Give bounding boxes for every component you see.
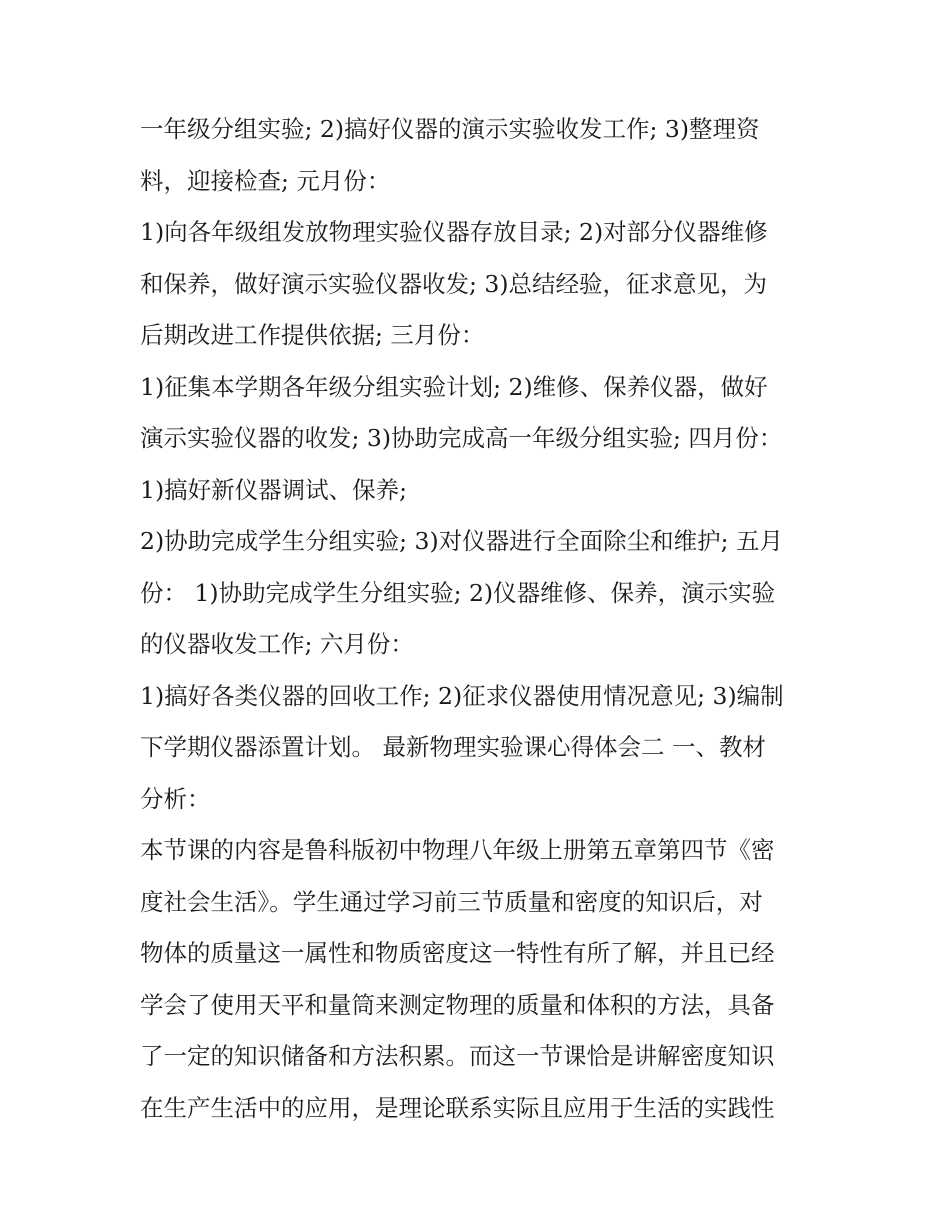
text-line: 度社会生活》。学生通过学习前三节质量和密度的知识后，对	[140, 887, 763, 916]
document-body	[140, 104, 820, 1134]
text-line: 份： 1)协助完成学生分组实验; 2)仪器维修、保养，演示实验	[140, 578, 776, 607]
text-line: 学会了使用天平和量筒来测定物理的质量和体积的方法，具备	[140, 990, 775, 1019]
text-line: 的仪器收发工作; 六月份：	[140, 630, 414, 658]
text-line: 1)搞好各类仪器的回收工作; 2)征求仪器使用情况意见; 3)编制	[140, 681, 784, 710]
text-line: 本节课的内容是鲁科版初中物理八年级上册第五章第四节《密	[140, 836, 775, 864]
text-line: 1)征集本学期各年级分组实验计划; 2)维修、保养仪器，做好	[140, 372, 768, 401]
text-line: 2)协助完成学生分组实验; 3)对仪器进行全面除尘和维护; 五月	[140, 527, 784, 555]
text-line: 分析：	[140, 784, 211, 813]
text-line: 料，迎接检查; 元月份：	[140, 166, 391, 195]
text-line: 后期改进工作提供依据; 三月份：	[140, 321, 485, 349]
text-line: 一年级分组实验; 2)搞好仪器的演示实验收发工作; 3)整理资	[140, 115, 760, 143]
text-line: 下学期仪器添置计划。 最新物理实验课心得体会二 一、教材	[140, 733, 766, 761]
text-line: 物体的质量这一属性和物质密度这一特性有所了解，并且已经	[140, 939, 775, 967]
text-line: 演示实验仪器的收发; 3)协助完成高一年级分组实验; 四月份：	[140, 424, 783, 452]
text-line: 1)向各年级组发放物理实验仪器存放目录; 2)对部分仪器维修	[140, 218, 768, 246]
text-line: 和保养，做好演示实验仪器收发; 3)总结经验，征求意见，为	[140, 269, 768, 298]
text-line: 了一定的知识储备和方法积累。而这一节课恰是讲解密度知识	[140, 1042, 775, 1070]
text-line: 在生产生活中的应用，是理论联系实际且应用于生活的实践性	[140, 1093, 775, 1122]
text-line: 1)搞好新仪器调试、保养;	[140, 475, 408, 504]
